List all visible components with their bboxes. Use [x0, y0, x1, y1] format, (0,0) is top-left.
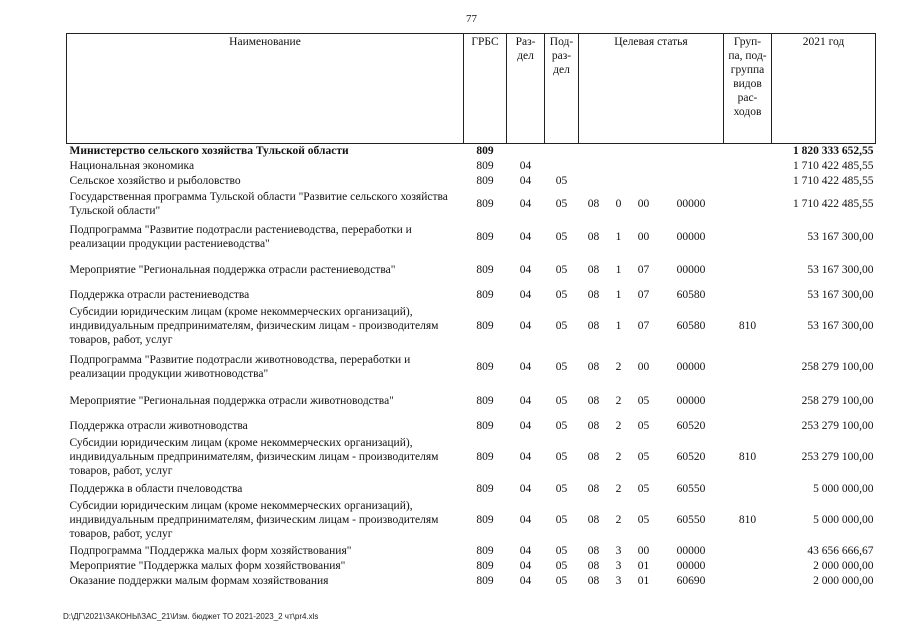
row-grbs: 809 [476, 419, 494, 432]
row-target-direction [659, 144, 724, 159]
row-target-measure: 05 [637, 395, 650, 407]
row-subsection: 05 [555, 451, 568, 463]
row-target-program: 08 [587, 320, 600, 332]
row-section: 04 [519, 175, 532, 187]
row-target-direction: 00000 [676, 544, 706, 557]
row-section: 04 [519, 264, 532, 276]
row-subsection: 05 [555, 514, 568, 526]
row-target-subprogram: 2 [615, 395, 622, 407]
row-amount: 5 000 000,00 [813, 482, 874, 495]
table-row [67, 349, 876, 386]
row-expense-group [724, 543, 772, 559]
row-section: 04 [519, 160, 532, 172]
row-amount: 43 656 666,67 [807, 544, 874, 557]
row-target-subprogram: 3 [615, 544, 622, 557]
row-name: Мероприятие "Поддержка малых форм хозяйствования" [69, 559, 346, 572]
row-amount: 258 279 100,00 [801, 361, 874, 373]
table-row [67, 573, 876, 589]
row-grbs: 809 [476, 197, 494, 210]
row-section: 04 [519, 544, 532, 557]
row-section [507, 144, 545, 159]
row-subsection [545, 159, 579, 174]
row-target-subprogram: 1 [615, 264, 622, 276]
row-target-subprogram: 3 [615, 559, 622, 572]
row-target-subprogram: 0 [615, 197, 622, 210]
row-target-direction: 60550 [676, 514, 706, 526]
row-target-measure: 05 [637, 419, 650, 432]
row-subsection: 05 [555, 559, 568, 572]
row-target-measure: 01 [637, 574, 650, 587]
row-name: Субсидии юридическим лицам (кроме некоммерческих организаций), индивидуальным предпринимателям, физическим лицам - производителям товаров, работ, услуг [69, 500, 439, 540]
row-expense-group [724, 255, 772, 286]
table-row [67, 159, 876, 174]
table-row [67, 543, 876, 559]
row-amount: 253 279 100,00 [801, 419, 874, 432]
row-target-direction: 00000 [676, 559, 706, 572]
header-grbs: ГРБС [464, 34, 507, 144]
row-subsection: 05 [555, 320, 568, 332]
row-target-program: 08 [587, 361, 600, 373]
row-amount: 258 279 100,00 [801, 395, 874, 407]
table-row [67, 480, 876, 498]
row-target-program: 08 [587, 288, 600, 301]
row-name: Поддержка отрасли животноводства [69, 419, 248, 432]
row-expense-group [724, 386, 772, 417]
table-row [67, 435, 876, 480]
table-row [67, 498, 876, 543]
row-section: 04 [519, 361, 532, 373]
row-target-direction: 60550 [676, 482, 706, 495]
row-expense-group: 810 [738, 320, 757, 332]
row-target-program: 08 [587, 482, 600, 495]
row-section: 04 [519, 320, 532, 332]
row-section: 04 [519, 395, 532, 407]
row-name: Оказание поддержки малым формам хозяйствования [69, 574, 329, 587]
row-target-subprogram: 2 [615, 361, 622, 373]
row-grbs: 809 [476, 574, 494, 587]
row-subsection: 05 [555, 544, 568, 557]
header-target-article: Целевая статья [579, 34, 724, 144]
row-amount: 1 710 422 485,55 [793, 175, 874, 187]
row-name: Мероприятие "Региональная поддержка отрасли животноводства" [69, 395, 394, 407]
row-name: Мероприятие "Региональная поддержка отрасли растениеводства" [69, 264, 396, 276]
row-target-subprogram [609, 174, 629, 189]
row-target-program: 08 [587, 197, 600, 210]
row-expense-group [724, 349, 772, 386]
row-target-program: 08 [587, 395, 600, 407]
table-row [67, 219, 876, 255]
row-target-subprogram: 1 [615, 230, 622, 243]
row-section: 04 [519, 419, 532, 432]
row-target-subprogram: 2 [615, 419, 622, 432]
row-subsection: 05 [555, 395, 568, 407]
row-name: Подпрограмма "Поддержка малых форм хозяйствования" [69, 544, 352, 557]
row-expense-group [724, 559, 772, 573]
row-target-measure: 00 [637, 361, 650, 373]
row-name: Подпрограмма "Развитие подотрасли животноводства, переработки и реализации продукции животноводства" [69, 354, 411, 380]
row-name: Министерство сельского хозяйства Тульской области [69, 145, 349, 158]
row-target-direction: 00000 [676, 361, 706, 373]
row-amount: 53 167 300,00 [807, 288, 874, 301]
row-target-program: 08 [587, 544, 600, 557]
table-row [67, 255, 876, 286]
row-target-direction [659, 159, 724, 174]
table-row [67, 304, 876, 349]
row-target-measure: 00 [637, 544, 650, 557]
row-grbs: 809 [476, 482, 494, 495]
header-year: 2021 год [772, 34, 876, 144]
row-expense-group [724, 573, 772, 589]
row-target-subprogram: 3 [615, 574, 622, 587]
table-row [67, 286, 876, 304]
row-target-program: 08 [587, 451, 600, 463]
row-amount: 1 710 422 485,55 [793, 197, 874, 210]
row-amount: 53 167 300,00 [807, 230, 874, 243]
row-subsection: 05 [555, 574, 568, 587]
row-target-measure: 07 [637, 288, 650, 301]
header-subsection: Под- раз- дел [545, 34, 579, 144]
row-subsection: 05 [555, 230, 568, 243]
row-section: 04 [519, 574, 532, 587]
row-grbs: 809 [476, 395, 494, 407]
row-target-measure [629, 144, 659, 159]
row-target-direction: 00000 [676, 395, 706, 407]
row-expense-group [724, 417, 772, 435]
row-target-direction: 60580 [676, 288, 706, 301]
row-expense-group: 810 [738, 451, 757, 463]
row-target-direction: 00000 [676, 230, 706, 243]
row-target-measure: 01 [637, 559, 650, 572]
row-section: 04 [519, 230, 532, 243]
row-subsection: 05 [555, 288, 568, 301]
row-target-measure: 00 [637, 197, 650, 210]
row-target-subprogram: 2 [615, 451, 622, 463]
row-grbs: 809 [476, 160, 494, 172]
row-target-measure: 07 [637, 320, 650, 332]
row-expense-group [724, 286, 772, 304]
row-target-measure: 05 [637, 451, 650, 463]
row-grbs: 809 [476, 559, 494, 572]
row-target-measure: 00 [637, 230, 650, 243]
header-expense-group: Груп- па, под- группа видов рас- ходов [724, 34, 772, 144]
table-row [67, 559, 876, 573]
row-subsection: 05 [555, 175, 568, 187]
row-amount: 53 167 300,00 [807, 320, 874, 332]
row-target-subprogram [609, 144, 629, 159]
row-expense-group [724, 480, 772, 498]
row-target-direction: 00000 [676, 197, 706, 210]
table-header-row [67, 34, 876, 144]
row-name: Национальная экономика [69, 160, 195, 172]
row-amount: 1 710 422 485,55 [793, 160, 874, 172]
row-grbs: 809 [476, 361, 494, 373]
file-path-footer: D:\ДГ\2021\ЗАКОНЫ\ЗАС_21\Изм. бюджет ТО 2021-2023_2 чт\pr4.xls [63, 612, 319, 621]
row-section: 04 [519, 451, 532, 463]
row-target-direction: 60520 [676, 451, 706, 463]
row-subsection: 05 [555, 264, 568, 276]
row-target-subprogram: 1 [615, 320, 622, 332]
row-target-direction: 60520 [676, 419, 706, 432]
row-target-program: 08 [587, 559, 600, 572]
row-amount: 5 000 000,00 [813, 514, 874, 526]
row-grbs: 809 [476, 451, 494, 463]
row-target-program: 08 [587, 264, 600, 276]
row-target-measure: 05 [637, 514, 650, 526]
row-amount: 253 279 100,00 [801, 451, 874, 463]
row-target-direction: 00000 [676, 264, 706, 276]
row-section: 04 [519, 514, 532, 526]
row-target-program: 08 [587, 574, 600, 587]
row-target-program [579, 174, 609, 189]
row-target-measure: 05 [637, 482, 650, 495]
row-subsection: 05 [555, 482, 568, 495]
row-expense-group [724, 159, 772, 174]
header-section: Раз- дел [507, 34, 545, 144]
row-grbs: 809 [476, 320, 494, 332]
table-row [67, 386, 876, 417]
row-target-program: 08 [587, 230, 600, 243]
row-name: Подпрограмма "Развитие подотрасли растениеводства, переработки и реализации продукции растениеводства" [69, 223, 412, 250]
page-number: 77 [466, 13, 477, 25]
row-grbs: 809 [476, 514, 494, 526]
row-name: Поддержка отрасли растениеводства [69, 288, 250, 301]
row-amount: 2 000 000,00 [813, 574, 874, 587]
row-name: Сельское хозяйство и рыболовство [69, 175, 241, 187]
row-target-subprogram [609, 159, 629, 174]
table-row [67, 144, 876, 159]
row-name: Субсидии юридическим лицам (кроме некоммерческих организаций), индивидуальным предпринимателям, физическим лицам - производителям товаров, работ, услуг [69, 437, 439, 477]
row-target-program: 08 [587, 514, 600, 526]
row-section: 04 [519, 482, 532, 495]
row-expense-group [724, 189, 772, 219]
row-name: Субсидии юридическим лицам (кроме некоммерческих организаций), индивидуальным предпринимателям, физическим лицам - производителям товаров, работ, услуг [69, 306, 439, 346]
row-subsection: 05 [555, 361, 568, 373]
row-expense-group [724, 144, 772, 159]
row-target-subprogram: 2 [615, 514, 622, 526]
row-grbs: 809 [476, 230, 494, 243]
row-target-direction: 60690 [676, 574, 706, 587]
row-section: 04 [519, 197, 532, 210]
row-grbs: 809 [476, 288, 494, 301]
row-target-direction: 60580 [676, 320, 706, 332]
row-subsection [545, 144, 579, 159]
row-target-measure: 07 [637, 264, 650, 276]
row-subsection: 05 [555, 419, 568, 432]
row-grbs: 809 [476, 544, 494, 557]
row-target-direction [659, 174, 724, 189]
row-target-measure [629, 174, 659, 189]
row-subsection: 05 [555, 197, 568, 210]
row-grbs: 809 [476, 175, 494, 187]
table-row [67, 189, 876, 219]
row-target-program [579, 159, 609, 174]
row-grbs: 809 [476, 264, 494, 276]
table-row [67, 417, 876, 435]
row-target-program: 08 [587, 419, 600, 432]
table-row [67, 174, 876, 189]
row-section: 04 [519, 288, 532, 301]
row-expense-group: 810 [738, 514, 757, 526]
row-target-subprogram: 1 [615, 288, 622, 301]
row-section: 04 [519, 559, 532, 572]
row-target-subprogram: 2 [615, 482, 622, 495]
row-expense-group [724, 174, 772, 189]
header-name: Наименование [67, 34, 464, 144]
row-grbs: 809 [476, 145, 494, 158]
row-expense-group [724, 219, 772, 255]
row-target-measure [629, 159, 659, 174]
budget-table [66, 33, 876, 589]
row-name: Поддержка в области пчеловодства [69, 482, 243, 495]
row-target-program [579, 144, 609, 159]
row-name: Государственная программа Тульской области "Развитие сельского хозяйства Тульской области" [69, 190, 448, 217]
row-amount: 53 167 300,00 [807, 264, 874, 276]
row-amount: 1 820 333 652,55 [793, 145, 874, 158]
row-amount: 2 000 000,00 [813, 559, 874, 572]
